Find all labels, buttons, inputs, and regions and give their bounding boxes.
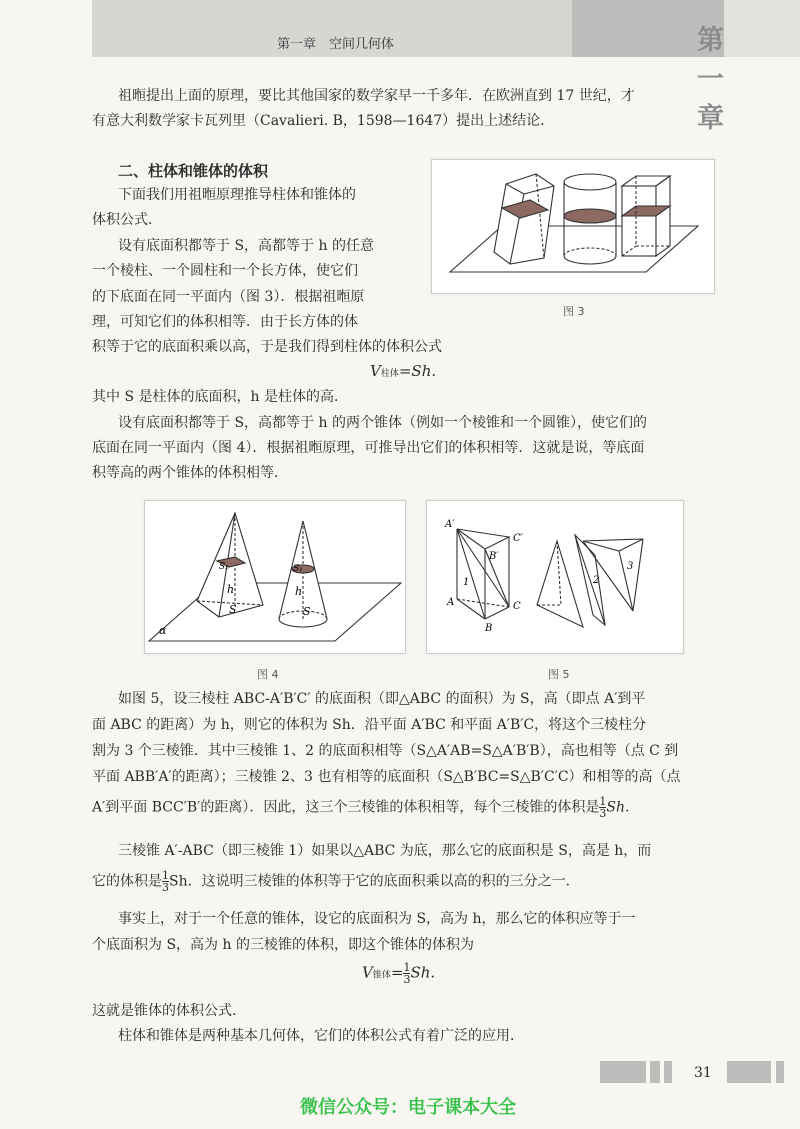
fig5-label-c: C [513, 601, 521, 612]
para9: 柱体和锥体是两种基本几何体，它们的体积公式有着广泛的应用． [118, 1028, 524, 1044]
para5-line-5-text: A′到平面 BCC′B′的距离）．因此，这三个三棱锥的体积相等，每个三棱锥的体积是 [92, 799, 600, 816]
section-title: 二、柱体和锥体的体积 [118, 162, 269, 180]
para2-line-3: 的下底面在同一平面内（图 3）．根据祖暅原 [92, 289, 365, 305]
fraction-numerator: 1 [599, 795, 607, 808]
formula-prism-volume [370, 362, 436, 380]
fig5-label-c-prime: C′ [513, 533, 523, 544]
footer-bar-1 [600, 1061, 646, 1083]
fig4-label-alpha: α [159, 624, 167, 637]
fig5-label-2: 2 [593, 575, 600, 586]
para6-line-2-rest: Sh．这说明三棱锥的体积等于它的底面积乘以高的积的三分之一． [169, 873, 580, 890]
para5-line-5 [92, 796, 629, 819]
header-chapter-title: 第一章 空间几何体 [277, 37, 395, 52]
figure-5-caption: 图 5 [548, 668, 570, 681]
figure-3-drawing [432, 160, 714, 293]
para1-line-2: 体积公式． [92, 212, 162, 228]
formula-cone-volume [362, 962, 435, 985]
fig5-label-a-prime: A′ [445, 519, 455, 530]
figure-5-drawing [427, 501, 683, 653]
para2-line-5: 积等于它的底面积乘以高，于是我们得到柱体的体积公式 [92, 339, 442, 355]
fig5-label-1: 1 [463, 577, 470, 588]
fraction-denominator: 3 [403, 973, 411, 986]
fig5-label-3: 3 [627, 561, 634, 572]
footer-bar-3 [664, 1061, 672, 1083]
para6-line-1: 三棱锥 A′-ABC（即三棱锥 1）如果以△ABC 为底，那么它的底面积是 S，高是 h，而 [118, 843, 652, 859]
figure-4 [144, 500, 406, 654]
figure-3 [431, 159, 715, 294]
fraction-one-third [162, 870, 169, 893]
page-number: 31 [694, 1065, 712, 1081]
para5-line-2: 面 ABC 的距离）为 h，则它的体积为 Sh．沿平面 A′BC 和平面 A′B′C，将这个三棱柱分 [92, 717, 647, 733]
para1-line-1: 下面我们用祖暅原理推导柱体和锥体的 [118, 187, 356, 203]
fraction-numerator: 1 [162, 869, 169, 882]
fig4-label-h-cone: h [295, 585, 303, 598]
para6-line-2-text: 它的体积是 [92, 873, 162, 890]
figure-4-caption: 图 4 [257, 668, 279, 681]
fig5-label-b-prime: B′ [489, 551, 499, 562]
fig5-label-a: A [447, 597, 455, 608]
base-plane-alpha [149, 583, 401, 641]
formula-cone-v: V [362, 963, 373, 982]
para2-line-1: 设有底面积都等于 S，高都等于 h 的任意 [118, 238, 374, 254]
para2-line-2: 一个棱柱、一个圆柱和一个长方体，使它们 [92, 263, 358, 279]
footer-bar-5 [776, 1061, 784, 1083]
para5-line-3: 割为 3 个三棱锥．其中三棱锥 1、2 的底面积相等（S△A′AB=S△A′B′B），高也相等（点 C 到 [92, 743, 679, 759]
para4-line-3: 积等高的两个锥体的体积相等． [92, 465, 288, 481]
formula-prism-rhs: =Sh. [398, 362, 437, 380]
figure-3-caption: 图 3 [563, 305, 585, 318]
para7-line-1: 事实上，对于一个任意的锥体，设它的底面积为 S，高为 h，那么它的体积应等于一 [118, 911, 636, 927]
formula-prism-sub: 柱体 [380, 369, 399, 379]
intro-line-1: 祖暅提出上面的原理，要比其他国家的数学家早一千多年．在欧洲直到 17 世纪，才 [118, 88, 635, 104]
formula-prism-v: V [370, 362, 381, 380]
footer-bar-4 [727, 1061, 771, 1083]
para2-line-4: 理，可知它们的体积相等．由于长方体的体 [92, 314, 358, 330]
header-stripe [724, 0, 800, 57]
fig4-label-h-pyramid: h [227, 583, 235, 596]
formula-cone-sub: 锥体 [372, 970, 391, 981]
para4-line-1: 设有底面积都等于 S，高都等于 h 的两个锥体（例如一个棱锥和一个圆锥），使它们的 [118, 415, 647, 431]
fig4-label-s1-pyramid: S₁ [219, 562, 229, 572]
fig5-label-b: B [485, 623, 493, 634]
fig4-label-s-pyramid: S [229, 603, 237, 616]
intro-line-2: 有意大利数学家卡瓦列里（Cavalieri. B，1598—1647）提出上述结论． [92, 113, 555, 129]
para4-line-2: 底面在同一平面内（图 4）．根据祖暅原理，可推导出它们的体积相等．这就是说，等底面 [92, 440, 645, 456]
para6-line-2 [92, 870, 580, 893]
para8: 这就是锥体的体积公式． [92, 1003, 246, 1019]
formula-cone-rhs: Sh. [410, 963, 436, 982]
figure-5 [426, 500, 684, 654]
para5-line-5-sh: Sh. [606, 799, 630, 816]
para5-line-4: 平面 ABB′A′的距离）；三棱锥 2、3 也有相等的底面积（S△B′BC=S△B′C′C）和相等的高（点 [92, 769, 681, 785]
fraction-denominator: 3 [599, 807, 607, 820]
chapter-tab: 第一章 [697, 25, 724, 134]
footer-bar-2 [650, 1061, 660, 1083]
para5-line-1: 如图 5，设三棱柱 ABC-A′B′C′ 的底面积（即△ABC 的面积）为 S，高（即点 A′到平 [118, 691, 646, 707]
formula-cone-eq: = [390, 963, 404, 982]
para3: 其中 S 是柱体的底面积，h 是柱体的高． [92, 389, 348, 405]
fig4-label-s1-cone: S₁ [293, 564, 303, 574]
fraction-numerator: 1 [403, 961, 411, 974]
para7-line-2: 个底面积为 S，高为 h 的三棱锥的体积，即这个锥体的体积为 [92, 937, 474, 953]
fraction-denominator: 3 [162, 881, 169, 894]
fig4-label-s-cone: S [303, 605, 311, 618]
figure-4-drawing [145, 501, 405, 653]
watermark: 微信公众号：电子课本大全 [300, 1097, 516, 1118]
